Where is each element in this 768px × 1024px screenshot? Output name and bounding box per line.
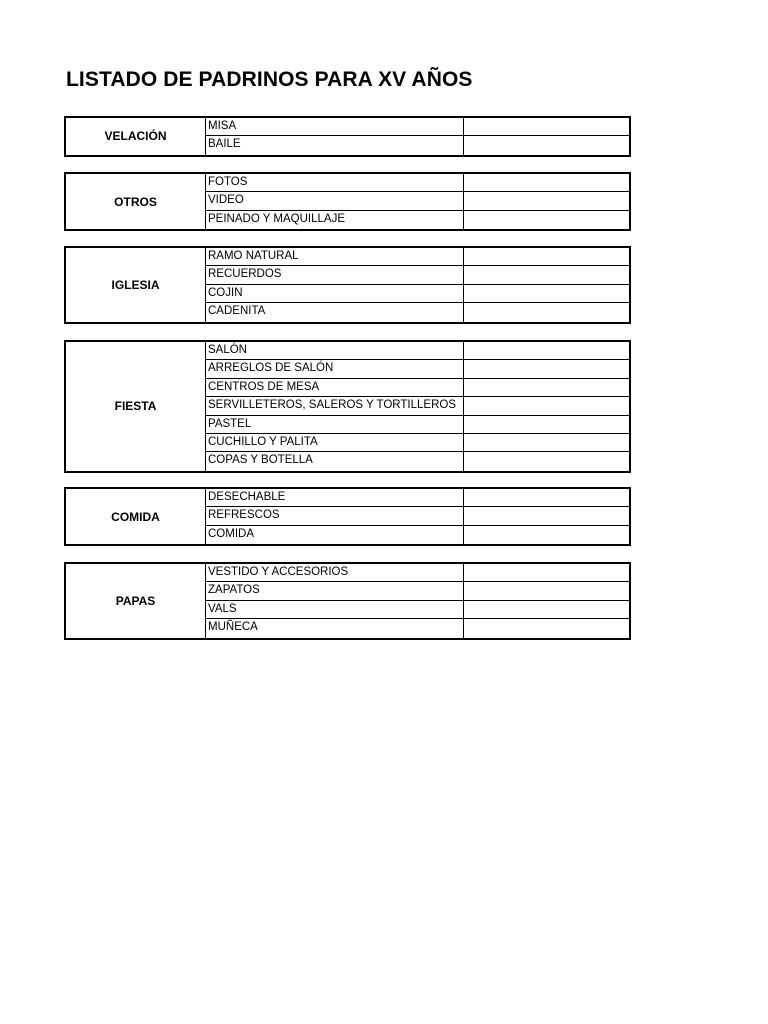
group-rows [206,248,629,322]
item-cell: COMIDA [206,526,464,544]
table-row [206,379,629,397]
padrino-cell[interactable] [464,118,629,135]
group-label: IGLESIA [66,248,206,322]
item-cell: COPAS Y BOTELLA [206,452,464,470]
group-otros [64,172,631,231]
table-row [206,601,629,619]
table-row [206,174,629,192]
padrino-cell[interactable] [464,397,629,414]
padrino-cell[interactable] [464,416,629,433]
group-iglesia [64,246,631,324]
padrino-cell[interactable] [464,303,629,321]
padrino-cell[interactable] [464,526,629,544]
group-label: PAPAS [66,564,206,638]
padrino-cell[interactable] [464,342,629,359]
group-rows [206,118,629,155]
group-rows [206,342,629,471]
group-papas [64,562,631,640]
group-rows [206,174,629,229]
group-label: VELACIÓN [66,118,206,155]
item-cell: PASTEL [206,416,464,433]
item-cell: RECUERDOS [206,266,464,283]
item-cell: PEINADO Y MAQUILLAJE [206,211,464,229]
padrino-cell[interactable] [464,489,629,506]
table-row [206,136,629,154]
item-cell: ARREGLOS DE SALÓN [206,360,464,377]
table-row [206,248,629,266]
padrino-cell[interactable] [464,452,629,470]
group-label: OTROS [66,174,206,229]
table-row [206,266,629,284]
item-cell: VESTIDO Y ACCESORIOS [206,564,464,581]
item-cell: CADENITA [206,303,464,321]
item-cell: MISA [206,118,464,135]
table-row [206,526,629,544]
item-cell: VIDEO [206,192,464,209]
group-rows [206,564,629,638]
item-cell: SALÓN [206,342,464,359]
padrino-cell[interactable] [464,582,629,599]
table-row [206,342,629,360]
item-cell: CUCHILLO Y PALITA [206,434,464,451]
padrino-cell[interactable] [464,507,629,524]
padrino-cell[interactable] [464,379,629,396]
group-comida [64,487,631,546]
item-cell: CENTROS DE MESA [206,379,464,396]
table-row [206,360,629,378]
padrino-cell[interactable] [464,174,629,191]
page-title: LISTADO DE PADRINOS PARA XV AÑOS [66,68,473,91]
table-row [206,285,629,303]
group-rows [206,489,629,544]
group-velacion [64,116,631,157]
table-row [206,303,629,321]
padrino-cell[interactable] [464,136,629,154]
table-row [206,434,629,452]
padrino-cell[interactable] [464,285,629,302]
table-row [206,582,629,600]
item-cell: VALS [206,601,464,618]
item-cell: FOTOS [206,174,464,191]
group-label: FIESTA [66,342,206,471]
table-row [206,118,629,136]
padrino-cell[interactable] [464,211,629,229]
item-cell: COJIN [206,285,464,302]
item-cell: MUÑECA [206,619,464,637]
item-cell: DESECHABLE [206,489,464,506]
table-row [206,416,629,434]
padrino-cell[interactable] [464,619,629,637]
item-cell: SERVILLETEROS, SALEROS Y TORTILLEROS [206,397,464,414]
table-row [206,619,629,637]
padrino-cell[interactable] [464,266,629,283]
group-fiesta [64,340,631,473]
padrino-cell[interactable] [464,564,629,581]
padrino-cell[interactable] [464,192,629,209]
table-row [206,507,629,525]
padrino-cell[interactable] [464,360,629,377]
group-label: COMIDA [66,489,206,544]
item-cell: ZAPATOS [206,582,464,599]
table-row [206,192,629,210]
table-row [206,564,629,582]
item-cell: REFRESCOS [206,507,464,524]
table-row [206,489,629,507]
table-row [206,452,629,470]
item-cell: RAMO NATURAL [206,248,464,265]
padrino-cell[interactable] [464,434,629,451]
table-row [206,211,629,229]
padrino-cell[interactable] [464,601,629,618]
table-row [206,397,629,415]
padrino-cell[interactable] [464,248,629,265]
item-cell: BAILE [206,136,464,154]
